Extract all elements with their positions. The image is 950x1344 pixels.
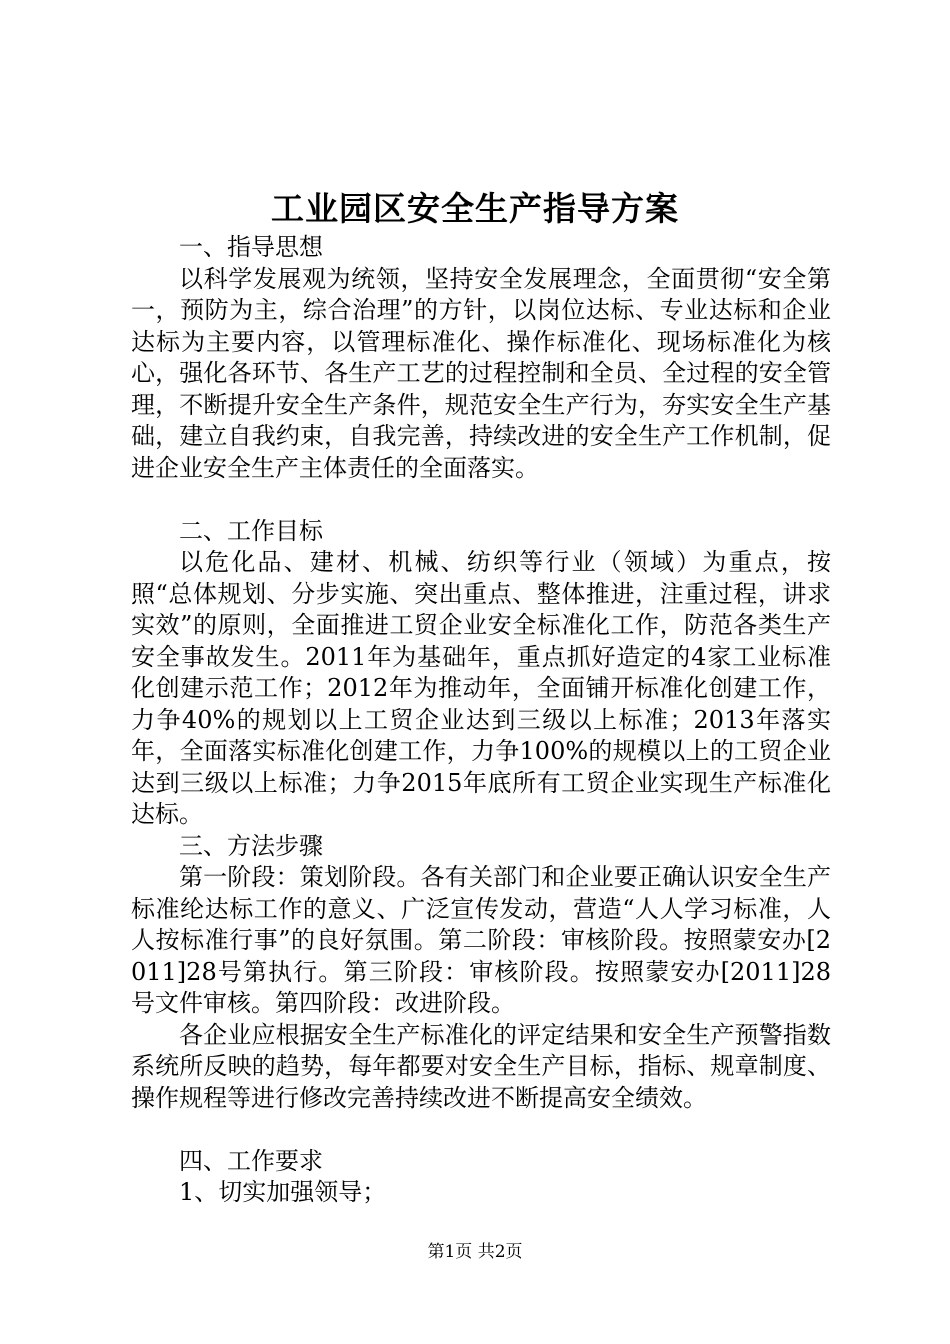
list-item-requirement-1: 1、切实加强领导； [179, 1178, 387, 1206]
paragraph-guiding-ideology: 以科学发展观为统领，坚持安全发展理念，全面贯彻“安全第一，预防为主，综合治理”的方针，以岗位达标、专业达标和企业达标为主要内容，以管理标准化、操作标准化、现场标准化为核心，强化各环节、各生产工艺的过程控制和全员、全过程的安全管理，不断提升安全生产条件，规范安全生产行为，夯实安全生产基础，建立自我约束，自我完善，持续改进的安全生产工作机制，促进企业安全生产主体责任的全面落实。 [131, 264, 831, 482]
document-title: 工业园区安全生产指导方案 [271, 189, 679, 228]
paragraph-work-goals: 以危化品、建材、机械、纺织等行业（领域）为重点，按照“总体规划、分步实施、突出重点、整体推进，注重过程，讲求实效”的原则，全面推进工贸企业安全标准化工作，防范各类生产安全事故发生。2011年为基础年，重点抓好造定的4家工业标准化创建示范工作；2012年为推动年，全面铺开标准化创建工作，力争40%的规划以上工贸企业达到三级以上标准；2013年落实年，全面落实标准化创建工作，力争100%的规模以上的工贸企业达到三级以上标准；力争2015年底所有工贸企业实现生产标准化达标。 [131, 548, 831, 828]
section-heading-work-goals: 二、工作目标 [179, 516, 323, 545]
section-heading-method-steps: 三、方法步骤 [179, 831, 323, 860]
section-heading-guiding-ideology: 一、指导思想 [179, 233, 323, 261]
paragraph-continuous-improvement: 各企业应根据安全生产标准化的评定结果和安全生产预警指数系统所反映的趋势，每年都要对安全生产目标，指标、规章制度、操作规程等进行修改完善持续改进不断提高安全绩效。 [131, 1020, 831, 1112]
document-body [131, 232, 831, 1209]
paragraph-method-steps: 第一阶段：策划阶段。各有关部门和企业要正确认识安全生产标准纶达标工作的意义、广泛宣传发动，营造“人人学习标准，人人按标准行事”的良好氛围。第二阶段：审核阶段。按照蒙安办[2011]28号第执行。第三阶段：审核阶段。按照蒙安办[2011]28号文件审核。第四阶段：改进阶段。 [131, 863, 831, 1017]
section-heading-work-requirements: 四、工作要求 [179, 1146, 323, 1175]
page-footer: 第1页 共2页 [427, 1242, 523, 1262]
